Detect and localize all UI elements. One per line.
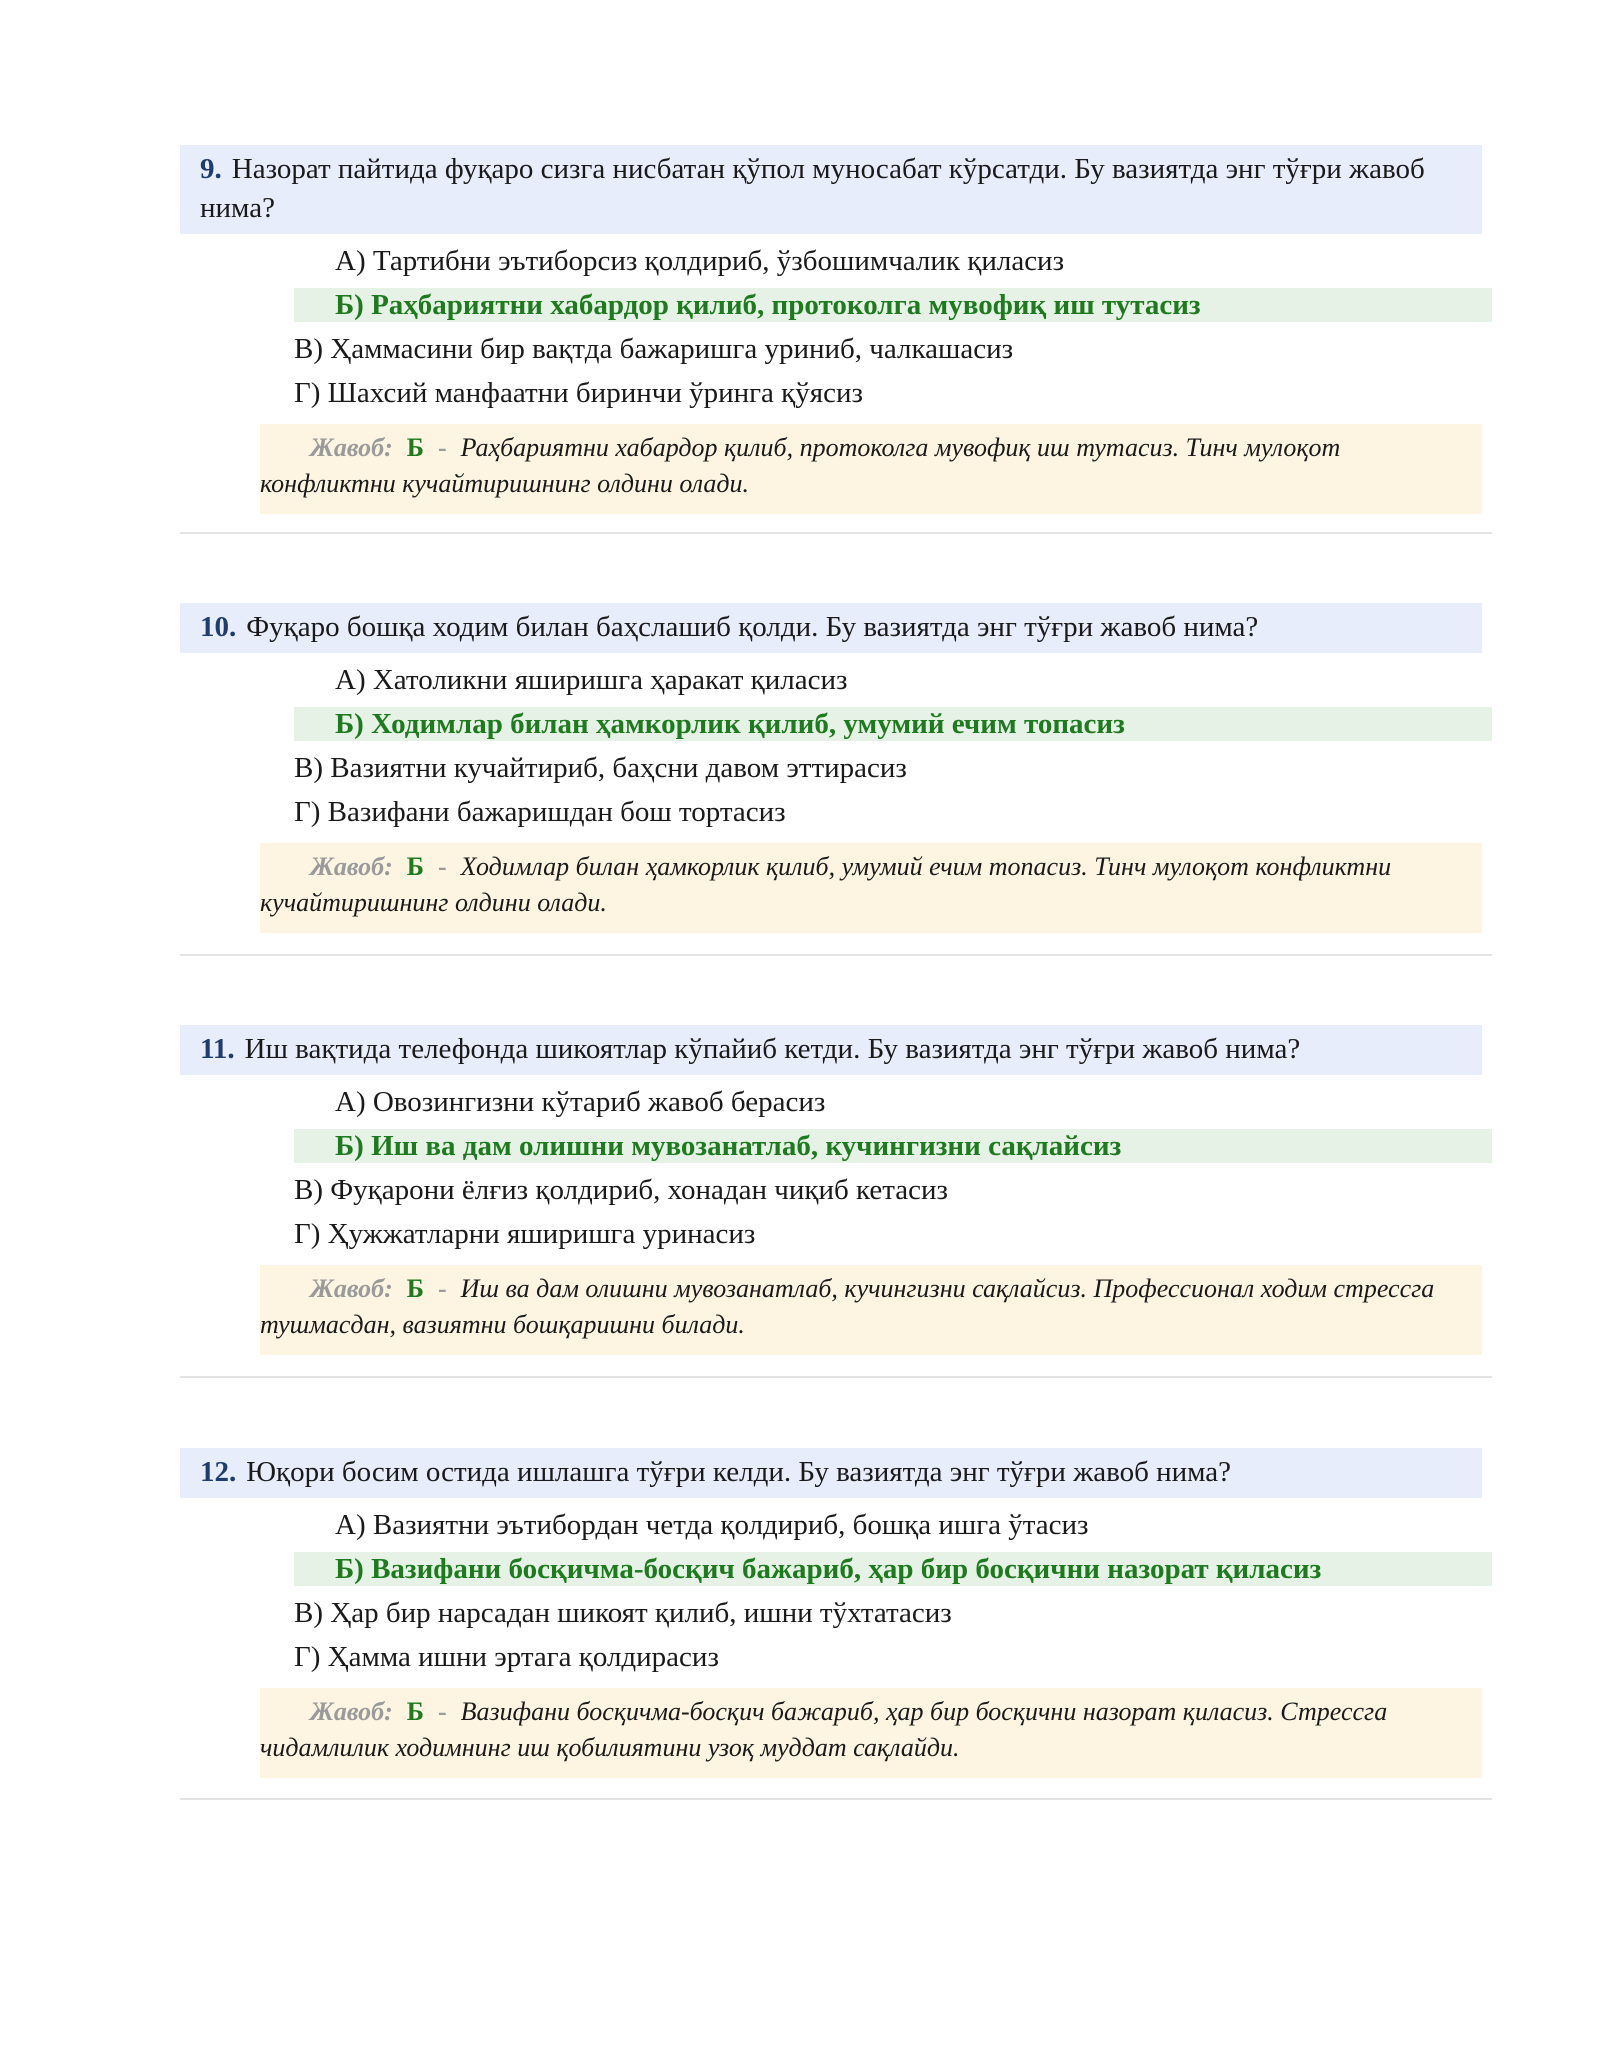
answer-explanation: Ходимлар билан ҳамкорлик қилиб, умумий ечим топасиз. Тинч мулоқот конфликтни кучайтиришнинг олдини олади.: [260, 852, 1392, 917]
option-v: В) Ҳаммасини бир вақтда бажаришга уриниб, чалкашасиз: [294, 333, 1014, 365]
answer-box: [260, 1265, 1482, 1355]
answer-label: Жавоб:: [310, 852, 393, 881]
answer-explanation: Раҳбариятни хабардор қилиб, протоколга мувофиқ иш тутасиз. Тинч мулоқот конфликтни кучайтиришнинг олдини олади.: [260, 433, 1341, 498]
answer-letter: Б: [406, 852, 424, 881]
option-b-correct: Б) Вазифани босқичма-босқич бажариб, ҳар бир босқични назорат қиласиз: [294, 1552, 1492, 1586]
question-body: Юқори босим остида ишлашга тўғри келди. Бу вазиятда энг тўғри жавоб нима?: [246, 1456, 1232, 1488]
answer-label: Жавоб:: [310, 1274, 393, 1303]
question-body: Фуқаро бошқа ходим билан баҳслашиб қолди. Бу вазиятда энг тўғри жавоб нима?: [246, 611, 1259, 643]
question-block: [180, 1448, 1492, 1778]
question-number: 11.: [200, 1033, 235, 1065]
answer-explanation: Вазифани босқичма-босқич бажариб, ҳар бир босқични назорат қиласиз. Стрессга чидамлилик ходимнинг иш қобилиятини узоқ муддат сақлайди.: [260, 1697, 1388, 1762]
divider: [180, 954, 1492, 956]
option-a: А) Вазиятни эътибордан четда қолдириб, бошқа ишга ўтасиз: [335, 1509, 1089, 1541]
option-b-correct: Б) Иш ва дам олишни мувозанатлаб, кучингизни сақлайсиз: [294, 1129, 1492, 1163]
answer-letter: Б: [406, 1697, 424, 1726]
question-number: 9.: [200, 153, 222, 185]
option-g: Г) Шахсий манфаатни биринчи ўринга қўясиз: [294, 377, 863, 409]
answer-label: Жавоб:: [310, 433, 393, 462]
question-text: [180, 1025, 1482, 1075]
answer-label: Жавоб:: [310, 1697, 393, 1726]
answer-letter: Б: [406, 1274, 424, 1303]
question-text: [180, 603, 1482, 653]
question-number: 12.: [200, 1456, 237, 1488]
option-v: В) Ҳар бир нарсадан шикоят қилиб, ишни тўхтатасиз: [294, 1597, 952, 1629]
answer-dash: -: [437, 433, 447, 462]
answer-box: [260, 1688, 1482, 1778]
option-g: Г) Ҳамма ишни эртага қолдирасиз: [294, 1641, 719, 1673]
question-body: Назорат пайтида фуқаро сизга нисбатан қўпол муносабат кўрсатди. Бу вазиятда энг тўғри жавоб нима?: [200, 153, 1425, 224]
divider: [180, 1798, 1492, 1800]
question-body: Иш вақтида телефонда шикоятлар кўпайиб кетди. Бу вазиятда энг тўғри жавоб нима?: [244, 1033, 1301, 1065]
question-block: [180, 145, 1492, 514]
option-a: А) Тартибни эътиборсиз қолдириб, ўзбошимчалик қиласиз: [335, 245, 1065, 277]
option-b-correct: Б) Раҳбариятни хабардор қилиб, протоколга мувофиқ иш тутасиз: [294, 288, 1492, 322]
option-v: В) Вазиятни кучайтириб, баҳсни давом эттирасиз: [294, 752, 907, 784]
question-block: [180, 603, 1492, 933]
answer-box: [260, 843, 1482, 933]
answer-dash: -: [437, 852, 447, 881]
option-g: Г) Ҳужжатларни яширишга уринасиз: [294, 1218, 756, 1250]
option-b-correct: Б) Ходимлар билан ҳамкорлик қилиб, умумий ечим топасиз: [294, 707, 1492, 741]
question-number: 10.: [200, 611, 237, 643]
option-g: Г) Вазифани бажаришдан бош тортасиз: [294, 796, 786, 828]
divider: [180, 1376, 1492, 1378]
answer-dash: -: [437, 1697, 447, 1726]
option-a: А) Хатоликни яширишга ҳаракат қиласиз: [335, 664, 848, 696]
option-v: В) Фуқарони ёлғиз қолдириб, хонадан чиқиб кетасиз: [294, 1174, 948, 1206]
answer-dash: -: [437, 1274, 447, 1303]
divider: [180, 532, 1492, 534]
option-a: А) Овозингизни кўтариб жавоб берасиз: [335, 1086, 826, 1118]
question-text: [180, 145, 1482, 234]
answer-letter: Б: [406, 433, 424, 462]
answer-box: [260, 424, 1482, 514]
question-block: [180, 1025, 1492, 1355]
question-text: [180, 1448, 1482, 1498]
answer-explanation: Иш ва дам олишни мувозанатлаб, кучингизни сақлайсиз. Профессионал ходим стрессга тушмасдан, вазиятни бошқаришни билади.: [260, 1274, 1435, 1339]
